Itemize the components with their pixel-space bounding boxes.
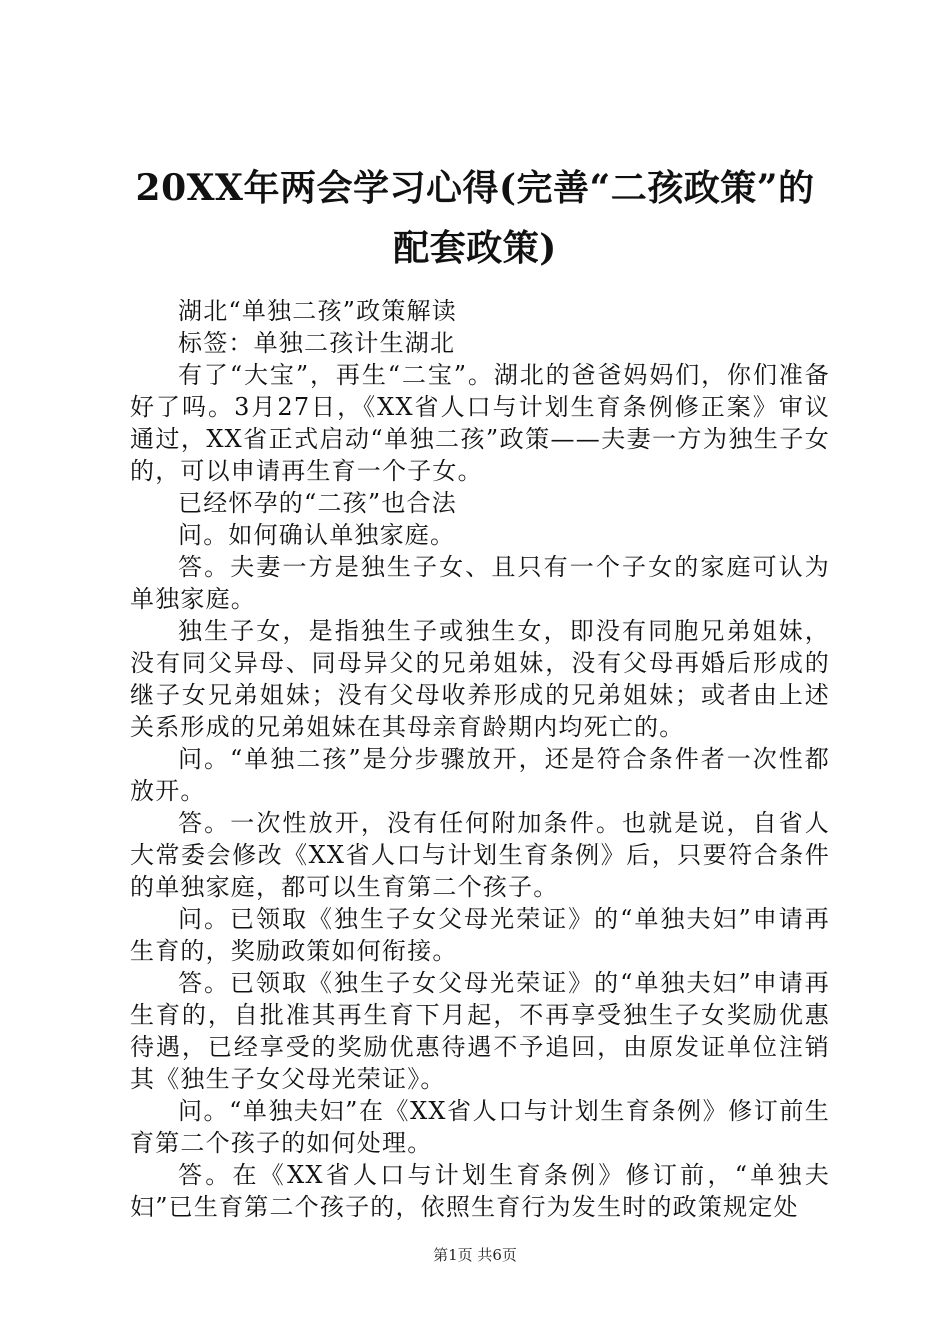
paragraph: 问。“单独夫妇”在《XX省人口与计划生育条例》修订前生育第二个孩子的如何处理。 bbox=[130, 1097, 830, 1157]
paragraph: 答。在《XX省人口与计划生育条例》修订前，“单独夫妇”已生育第二个孩子的，依照生育行为发生时的政策规定处 bbox=[130, 1161, 830, 1221]
paragraph: 问。已领取《独生子女父母光荣证》的“单独夫妇”申请再生育的，奖励政策如何衔接。 bbox=[130, 905, 830, 965]
page-number-footer: 第1页 共6页 bbox=[433, 1246, 517, 1264]
document-body bbox=[130, 295, 830, 1223]
paragraph: 已经怀孕的“二孩”也合法 bbox=[178, 489, 457, 517]
paragraph: 答。一次性放开，没有任何附加条件。也就是说，自省人大常委会修改《XX省人口与计划生育条例》后，只要符合条件的单独家庭，都可以生育第二个孩子。 bbox=[130, 809, 830, 901]
paragraph: 问。如何确认单独家庭。 bbox=[178, 521, 456, 549]
paragraph: 答。夫妻一方是独生子女、且只有一个子女的家庭可认为单独家庭。 bbox=[130, 553, 830, 613]
document-title: 20XX年两会学习心得(完善“二孩政策”的配套政策) bbox=[135, 167, 815, 269]
paragraph: 湖北“单独二孩”政策解读 bbox=[178, 297, 457, 325]
paragraph: 独生子女，是指独生子或独生女，即没有同胞兄弟姐妹，没有同父异母、同母异父的兄弟姐妹，没有父母再婚后形成的继子女兄弟姐妹；没有父母收养形成的兄弟姐妹；或者由上述关系形成的兄弟姐妹在其母亲育龄期内均死亡的。 bbox=[130, 617, 830, 741]
paragraph: 答。已领取《独生子女父母光荣证》的“单独夫妇”申请再生育的，自批准其再生育下月起，不再享受独生子女奖励优惠待遇，已经享受的奖励优惠待遇不予追回，由原发证单位注销其《独生子女父母光荣证》。 bbox=[130, 969, 830, 1093]
paragraph: 有了“大宝”，再生“二宝”。湖北的爸爸妈妈们，你们准备好了吗。3月27日，《XX省人口与计划生育条例修正案》审议通过，XX省正式启动“单独二孩”政策——夫妻一方为独生子女的，可以申请再生育一个子女。 bbox=[130, 361, 830, 485]
paragraph: 标签：单独二孩计生湖北 bbox=[178, 329, 456, 357]
paragraph: 问。“单独二孩”是分步骤放开，还是符合条件者一次性都放开。 bbox=[130, 745, 830, 805]
